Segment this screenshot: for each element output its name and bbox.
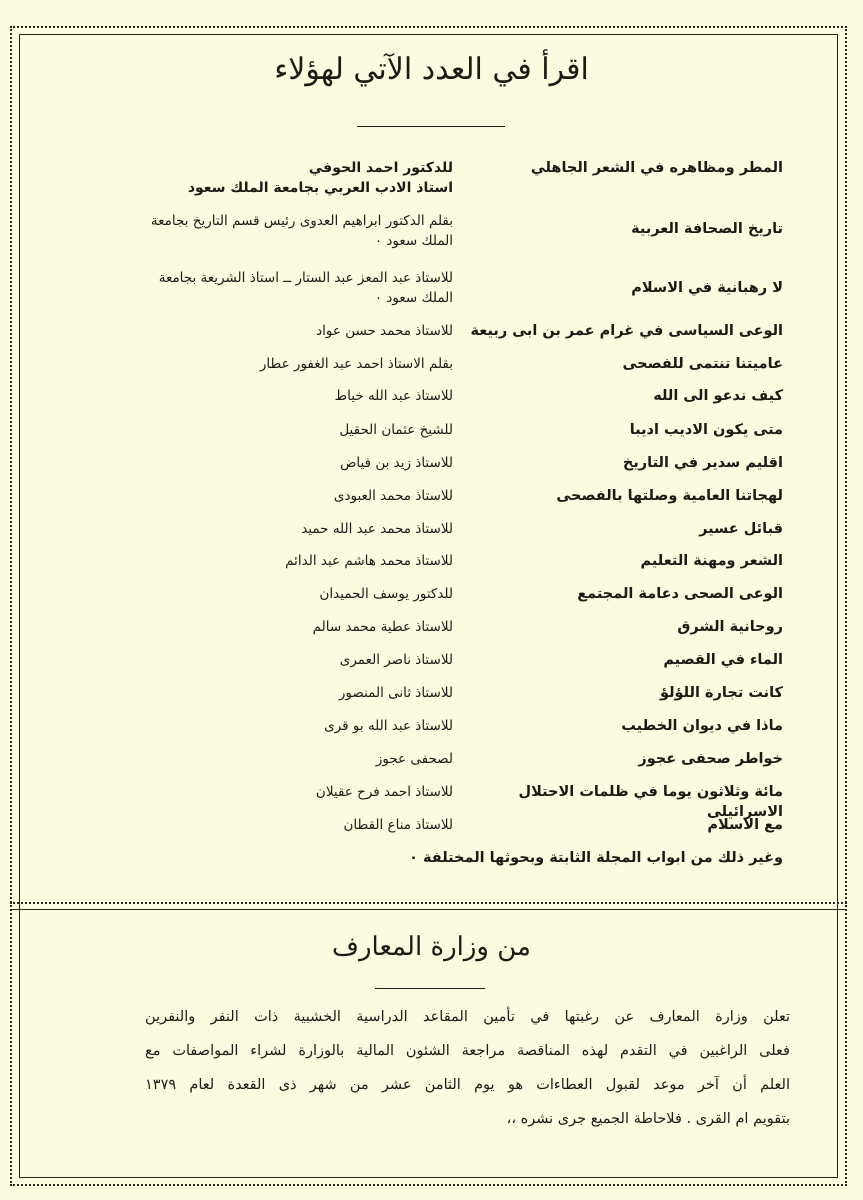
article-author xyxy=(53,158,453,198)
article-author: للاستاذ عبد الله خياط xyxy=(334,388,453,404)
article-author: للاستاذ محمد عبد الله حميد xyxy=(301,521,453,537)
article-title: خواطر صحفى عجوز xyxy=(638,751,783,767)
article-title: الوعى الصحى دعامة المجتمع xyxy=(577,586,783,602)
author-line: استاذ الادب العربي بجامعة الملك سعود xyxy=(187,180,453,196)
notice-line: تعلن وزارة المعارف عن رغبتها في تأمين المقاعد الدراسية الخشبية ذات النفر والنفرين xyxy=(145,1009,790,1025)
article-author: للاستاذ عطية محمد سالم xyxy=(312,619,453,635)
article-title: مع الاسلام xyxy=(707,817,783,833)
article-author: بقلم الاستاذ احمد عبد الغفور عطار xyxy=(259,356,453,372)
article-row xyxy=(40,268,783,308)
author-line: للدكتور احمد الحوفي xyxy=(308,160,453,176)
article-row xyxy=(40,453,783,473)
article-row xyxy=(40,519,783,539)
article-author: للاستاذ ناصر العمرى xyxy=(339,652,453,668)
article-row xyxy=(40,617,783,637)
article-title: ماذا في ديوان الخطيب xyxy=(621,718,783,734)
article-title: لا رهبانية في الاسلام xyxy=(631,280,783,296)
article-title: تاريخ الصحافة العربية xyxy=(631,221,783,237)
article-author: للاستاذ محمد حسن عواد xyxy=(316,323,453,339)
notice-line: العلم أن آخر موعد لقبول العطاءات هو يوم الثامن عشر من شهر ذى القعدة لعام ١٣٧٩ xyxy=(145,1077,790,1093)
article-row xyxy=(40,354,783,374)
article-author: للاستاذ زيد بن فياض xyxy=(340,455,453,471)
article-author: للاستاذ عبد الله بو قرى xyxy=(324,718,453,734)
article-author xyxy=(53,211,453,251)
article-row xyxy=(40,584,783,604)
article-title: الماء في القصيم xyxy=(663,652,783,668)
article-row xyxy=(40,486,783,506)
notice-title: من وزارة المعارف xyxy=(332,932,531,962)
article-title: روحانية الشرق xyxy=(677,619,783,635)
notice-body xyxy=(145,1000,790,1136)
article-row xyxy=(40,716,783,736)
title-underline xyxy=(357,126,505,127)
article-row xyxy=(40,749,783,769)
article-title: لهجاتنا العامية وصلتها بالفصحى xyxy=(556,488,783,504)
article-author: للاستاذ مناع القطان xyxy=(343,817,453,833)
article-author: للاستاذ احمد فرح عقيلان xyxy=(315,784,453,800)
article-author: للدكتور يوسف الحميدان xyxy=(319,586,453,602)
author-line: للاستاذ عبد المعز عبد الستار ــ استاذ الشريعة بجامعة xyxy=(158,270,453,286)
article-author: للشيخ عثمان الحقيل xyxy=(339,422,453,438)
article-title: الوعى السياسى في غرام عمر بن ابى ربيعة xyxy=(470,323,783,339)
article-row xyxy=(40,815,783,835)
article-row xyxy=(40,211,783,251)
author-line: الملك سعود ٠ xyxy=(374,233,453,249)
article-title: قبائل عسير xyxy=(699,521,783,537)
closing-line: وغير ذلك من ابواب المجلة الثابتة وبحوثها المختلفة ٠ xyxy=(409,850,783,866)
article-row xyxy=(40,321,783,341)
article-row xyxy=(40,551,783,571)
article-row xyxy=(40,386,783,406)
page-title: اقرأ في العدد الآتي لهؤلاء xyxy=(274,52,589,87)
article-row xyxy=(40,650,783,670)
article-author: للاستاذ ثانى المنصور xyxy=(338,685,453,701)
article-author: لصحفى عجوز xyxy=(375,751,453,767)
article-title: متى يكون الاديب اديبا xyxy=(629,422,783,438)
article-row xyxy=(40,420,783,440)
article-author: للاستاذ محمد العبودى xyxy=(333,488,453,504)
article-author xyxy=(53,268,453,308)
section-divider xyxy=(10,902,847,910)
article-title: مائة وثلاثون يوما في ظلمات الاحتلال الاسرائيلى xyxy=(518,784,783,820)
article-author: للاستاذ محمد هاشم عبد الدائم xyxy=(285,553,453,569)
author-line: الملك سعود ٠ xyxy=(374,290,453,306)
article-title: كيف ندعو الى الله xyxy=(653,388,783,404)
article-title: كانت تجارة اللؤلؤ xyxy=(660,685,783,701)
article-title: الشعر ومهنة التعليم xyxy=(640,553,783,569)
article-title: عاميتنا تنتمى للفصحى xyxy=(622,356,783,372)
article-row xyxy=(40,683,783,703)
article-title: المطر ومظاهره في الشعر الجاهلي xyxy=(530,160,783,176)
article-title: اقليم سدير في التاريخ xyxy=(622,455,783,471)
notice-underline xyxy=(375,988,485,989)
author-line: بقلم الدكتور ابراهيم العدوى رئيس قسم التاريخ بجامعة xyxy=(150,213,453,229)
notice-line: فعلى الراغبين في التقدم لهذه المناقصة مراجعة الشئون المالية بالوزارة لشراء المواصفات مع xyxy=(145,1043,790,1059)
notice-line: بتقويم ام القرى . فلاحاطة الجميع جرى نشره ،، xyxy=(506,1111,790,1127)
articles-list xyxy=(40,143,783,883)
article-row xyxy=(40,158,783,198)
